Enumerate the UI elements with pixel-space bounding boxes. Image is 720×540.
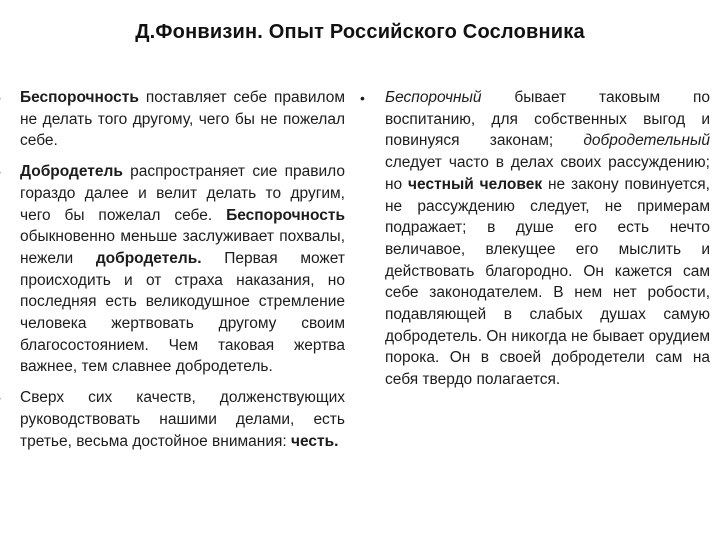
content-columns bbox=[0, 87, 720, 461]
bullet-text: Беспорочный бывает таковым по воспитанию, для собственных выгод и повинуяся законам; добродетельный следует часто в делах своих рассуждению; но честный человек не закону повинуется, не рассуждению следует, не примерам подражает; в душе его есть нечто величавое, влекущее его мыслить и действовать благородно. Он кажется сам себе законодателем. В нем нет робости, подавляющей в слабых душах самую добродетель. Он никогда не бывает орудием порока. Он в своей добродетели сам на себя твердо полагается. bbox=[385, 89, 710, 389]
bullet-text: Сверх сих качеств, долженствующих руководствовать нашими делами, есть третье, весьма достойное внимания: честь. bbox=[20, 389, 345, 450]
list-item bbox=[20, 87, 345, 152]
list-item bbox=[20, 387, 345, 452]
page-title: Д.Фонвизин. Опыт Российского Сословника bbox=[135, 21, 585, 43]
bullet-icon bbox=[0, 388, 1, 410]
list-item bbox=[360, 87, 710, 391]
bullet-icon: • bbox=[360, 90, 365, 106]
bullet-text: Беспорочность поставляет себе правилом не делать того другому, чего бы не пожелал себе. bbox=[20, 89, 345, 150]
list-item bbox=[20, 161, 345, 378]
left-column bbox=[0, 87, 345, 461]
bullet-text: Добродетель распространяет сие правило гораздо далее и велит делать то другим, чего бы пожелал себе. Беспорочность обыкновенно меньше заслуживает похвалы, нежели добродетель. Первая может происходить и от страха наказания, но последняя есть великодушное стремление человека жертвовать другому своим благосостоянием. Чем таковая жертва важнее, тем славнее добродетель. bbox=[20, 163, 345, 376]
bullet-icon bbox=[0, 162, 1, 184]
right-column bbox=[358, 87, 710, 400]
bullet-icon bbox=[0, 88, 1, 110]
